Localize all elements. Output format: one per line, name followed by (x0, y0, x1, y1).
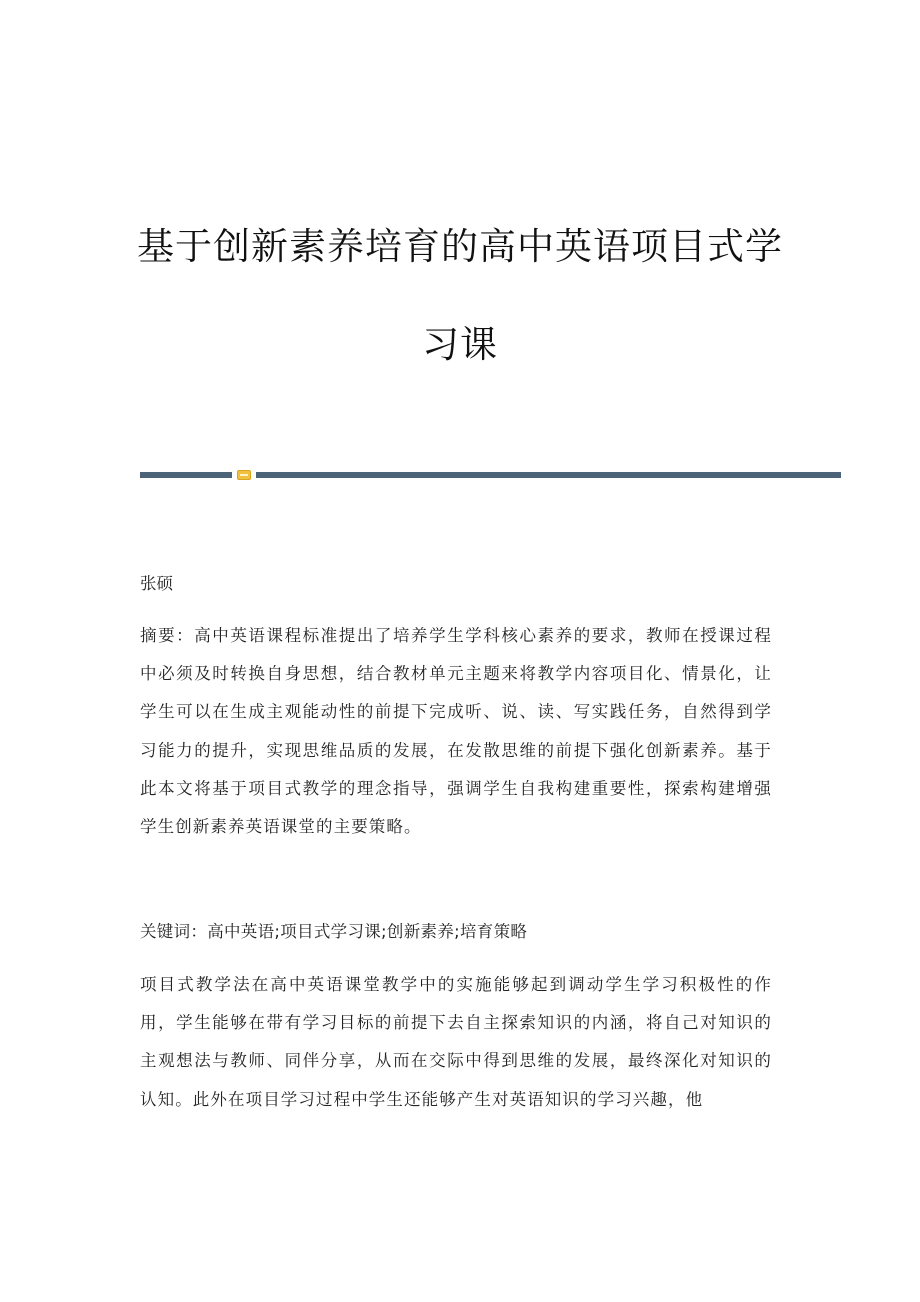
intro-paragraph: 项目式教学法在高中英语课堂教学中的实施能够起到调动学生学习积极性的作用，学生能够在带有学习目标的前提下去自主探索知识的内涵，将自己对知识的主观想法与教师、同伴分享，从而在交际中得到思维的发展，最终深化对知识的认知。此外在项目学习过程中学生还能够产生对英语知识的学习兴趣，他 (140, 975, 772, 1109)
title-divider (140, 470, 841, 479)
divider-bar-left (140, 472, 232, 478)
document-title-line-2: 习课 (422, 323, 498, 366)
keywords-line: 关键词：高中英语;项目式学习课;创新素养;培育策略 (140, 922, 528, 941)
document-title-line-1: 基于创新素养培育的高中英语项目式学 (137, 225, 783, 268)
divider-bar-right (256, 472, 841, 478)
abstract-paragraph: 摘要：高中英语课程标准提出了培养学生学科核心素养的要求，教师在授课过程中必须及时转换自身思想，结合教材单元主题来将教学内容项目化、情景化，让学生可以在生成主观能动性的前提下完成听、说、读、写实践任务，自然得到学习能力的提升，实现思维品质的发展，在发散思维的前提下强化创新素养。基于此本文将基于项目式教学的理念指导，强调学生自我构建重要性，探索构建增强学生创新素养英语课堂的主要策略。 (140, 626, 772, 837)
author-name: 张硕 (140, 574, 173, 593)
divider-ornament-icon (237, 470, 251, 480)
